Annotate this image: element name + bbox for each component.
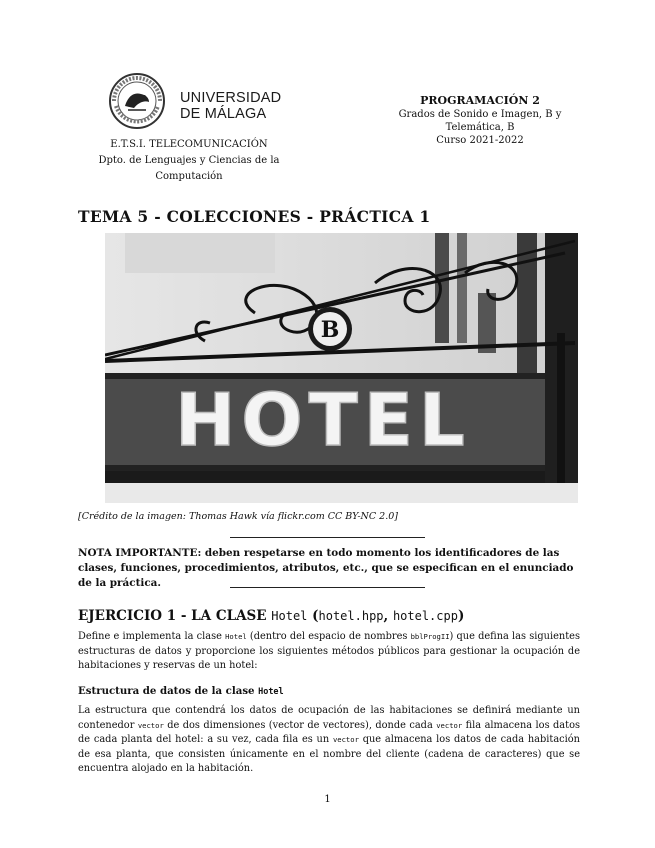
data-structure-paragraph: La estructura que contendrá los datos de ocupación de las habitaciones se definirá mediante un contenedor vector de dos dimensiones (vector de vectores), donde cada vector fila almacena los datos de cada planta del hotel: a su vez, cada fila es un vector que almacena los datos de cada habitación de esa planta, que consisten únicamente en el nombre del cliente (cadena de caracteres) que se encuentra alojado en la habitación. xyxy=(78,705,580,774)
department-block xyxy=(80,137,298,185)
university-name-line2: DE MÁLAGA xyxy=(180,106,267,122)
important-note xyxy=(78,546,583,591)
exercise-intro-paragraph: Define e implementa la clase Hotel (dentro del espacio de nombres bblProgII) que defina las siguientes estructuras de datos y proporcione los siguientes métodos públicos para gestionar la ocupación de habitaciones y reservas de un hotel: xyxy=(78,631,580,671)
note-text: deben respetarse en todo momento los identificadores de las clases, funciones, procedimientos, atributos, etc., que se especifican en el enunciado de la práctica. xyxy=(78,547,574,589)
department-name: Dpto. de Lenguajes y Ciencias de la Computación xyxy=(98,155,280,182)
page-title: TEMA 5 - COLECCIONES - PRÁCTICA 1 xyxy=(78,207,431,226)
note-lead: NOTA IMPORTANTE: xyxy=(78,547,202,559)
university-seal-icon xyxy=(108,72,166,130)
page-number: 1 xyxy=(324,794,331,805)
university-logo xyxy=(108,72,308,134)
heading-file-hpp: hotel.hpp xyxy=(318,609,384,623)
university-name-line1: UNIVERSIDAD xyxy=(180,90,282,106)
divider-top xyxy=(230,537,425,538)
hotel-sign-photo xyxy=(105,233,578,503)
course-block xyxy=(380,94,580,147)
sign-badge-letter: B xyxy=(320,317,340,343)
course-degrees-line2: Telemática, B xyxy=(445,122,515,133)
heading-class-name: Hotel xyxy=(271,609,308,623)
university-name xyxy=(180,90,281,122)
image-credit: [Crédito de la imagen: Thomas Hawk vía flickr.com CC BY-NC 2.0] xyxy=(78,511,398,522)
divider-bottom xyxy=(230,587,425,588)
sign-text: HOTEL xyxy=(175,378,471,462)
school-name: E.T.S.I. TELECOMUNICACIÓN xyxy=(110,139,268,150)
course-title: PROGRAMACIÓN 2 xyxy=(420,94,540,107)
exercise-heading: EJERCICIO 1 - LA CLASE Hotel (hotel.hpp, hotel.cpp) xyxy=(78,608,465,624)
course-year: Curso 2021-2022 xyxy=(436,135,524,146)
heading-file-cpp: hotel.cpp xyxy=(392,609,458,623)
data-structure-subheading: Estructura de datos de la clase Hotel xyxy=(78,685,284,697)
course-degrees-line1: Grados de Sonido e Imagen, B y xyxy=(398,109,562,120)
